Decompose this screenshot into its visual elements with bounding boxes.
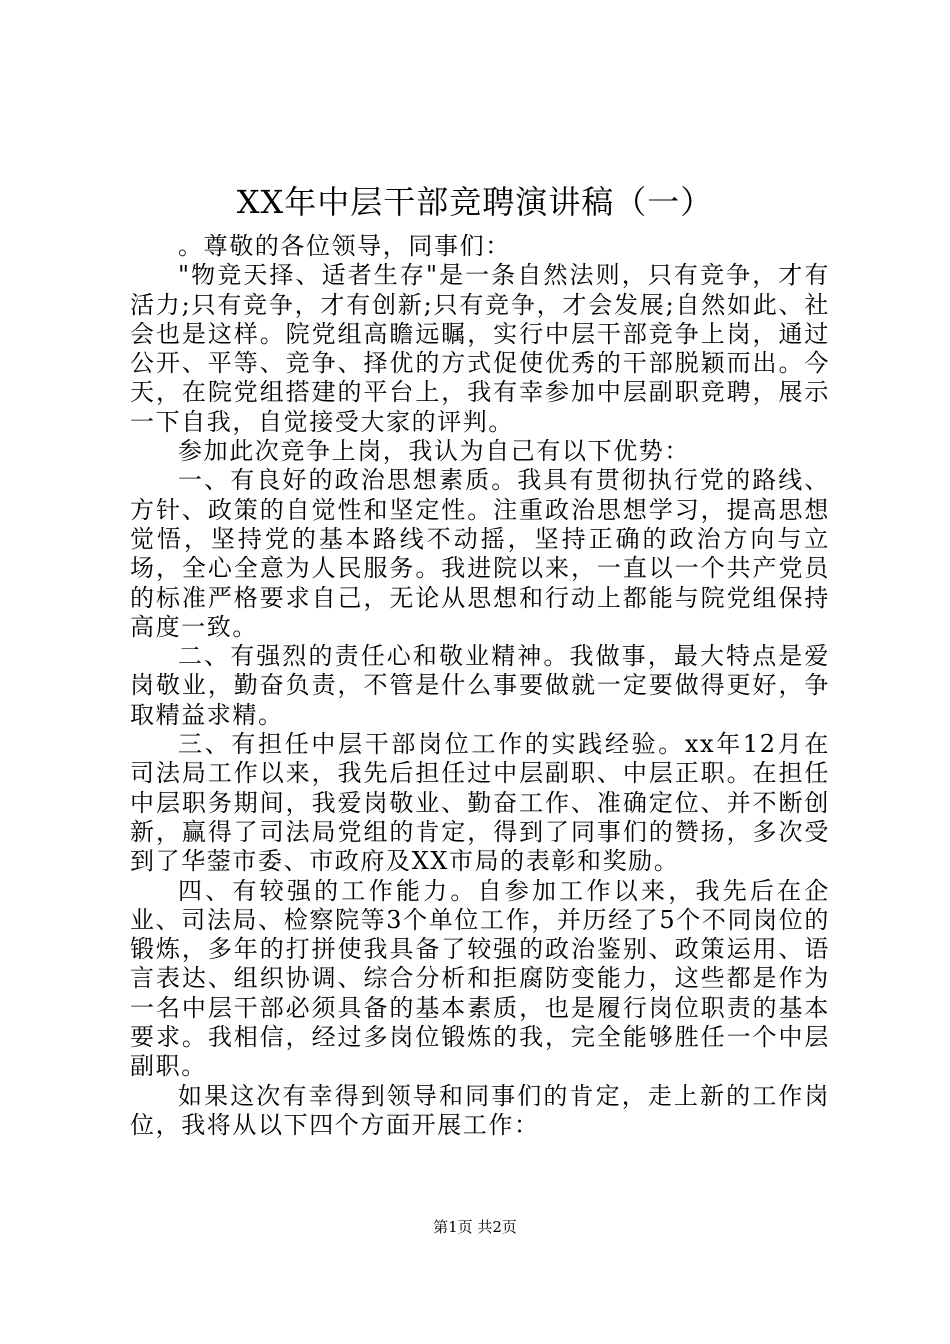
advantage-3-paragraph: 三、有担任中层干部岗位工作的实践经验。xx年12月在司法局工作以来，我先后担任过中层副职、中层正职。在担任中层职务期间，我爱岗敬业、勤奋工作、准确定位、并不断创新，赢得了司法局党组的肯定，得到了同事们的赞扬，多次受到了华蓥市委、市政府及XX市局的表彰和奖励。 (130, 730, 830, 876)
plan-lead-paragraph: 如果这次有幸得到领导和同事们的肯定，走上新的工作岗位，我将从以下四个方面开展工作： (130, 1081, 830, 1139)
intro-paragraph: "物竞天择、适者生存"是一条自然法则，只有竞争，才有活力;只有竞争，才有创新;只有竞争，才会发展;自然如此、社会也是这样。院党组高瞻远瞩，实行中层干部竞争上岗，通过公开、平等、竞争、择优的方式促使优秀的干部脱颖而出。今天，在院党组搭建的平台上，我有幸参加中层副职竞聘，展示一下自我，自觉接受大家的评判。 (130, 261, 830, 436)
salutation-paragraph: 。尊敬的各位领导，同事们： (178, 232, 511, 260)
advantage-2-paragraph: 二、有强烈的责任心和敬业精神。我做事，最大特点是爱岗敬业，勤奋负责，不管是什么事要做就一定要做得更好，争取精益求精。 (130, 642, 830, 729)
page-number-footer: 第1页 共2页 (433, 1218, 517, 1236)
document-title: XX年中层干部竞聘演讲稿（一） (236, 183, 714, 221)
advantages-lead-paragraph: 参加此次竞争上岗，我认为自己有以下优势： (178, 437, 690, 466)
advantage-1-paragraph: 一、有良好的政治思想素质。我具有贯彻执行党的路线、方针、政策的自觉性和坚定性。注重政治思想学习，提高思想觉悟，坚持党的基本路线不动摇，坚持正确的政治方向与立场，全心全意为人民服务。我进院以来，一直以一个共产党员的标准严格要求自己，无论从思想和行动上都能与院党组保持高度一致。 (130, 466, 830, 641)
advantage-4-paragraph: 四、有较强的工作能力。自参加工作以来，我先后在企业、司法局、检察院等3个单位工作，并历经了5个不同岗位的锻炼，多年的打拼使我具备了较强的政治鉴别、政策运用、语言表达、组织协调、综合分析和拒腐防变能力，这些都是作为一名中层干部必须具备的基本素质，也是履行岗位职责的基本要求。我相信，经过多岗位锻炼的我，完全能够胜任一个中层副职。 (130, 876, 830, 1081)
document-body (130, 232, 830, 1140)
